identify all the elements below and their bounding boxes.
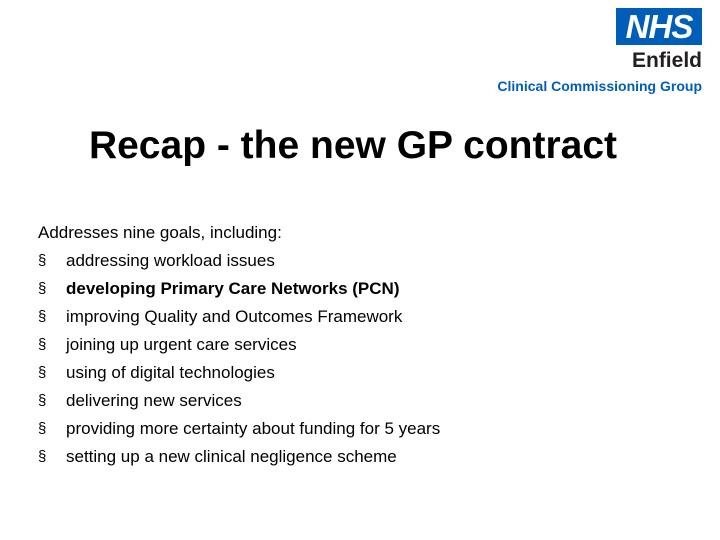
intro-text: Addresses nine goals, including:	[38, 223, 282, 242]
bullet-icon: §	[38, 392, 47, 409]
nhs-badge: NHS	[616, 8, 702, 45]
goal-text: using of digital technologies	[66, 363, 275, 382]
list-item	[38, 415, 698, 443]
list-item	[38, 387, 698, 415]
organisation-group: Clinical Commissioning Group	[497, 78, 702, 94]
nhs-logo	[462, 8, 702, 98]
bullet-icon: §	[38, 336, 47, 353]
goal-text: addressing workload issues	[66, 251, 275, 270]
slide-title: Recap - the new GP contract	[88, 124, 618, 167]
bullet-icon: §	[38, 252, 47, 269]
list-item	[38, 443, 698, 471]
goal-text: delivering new services	[66, 391, 242, 410]
slide-body	[38, 219, 698, 471]
bullet-icon: §	[38, 448, 47, 465]
list-item	[38, 247, 698, 275]
organisation-name: Enfield	[631, 49, 702, 72]
goal-text: setting up a new clinical negligence scheme	[66, 447, 397, 466]
list-item	[38, 303, 698, 331]
goal-text: developing Primary Care Networks (PCN)	[66, 279, 400, 298]
goals-list	[38, 247, 698, 471]
bullet-icon: §	[38, 364, 47, 381]
bullet-icon: §	[38, 420, 47, 437]
goal-text: providing more certainty about funding for 5 years	[66, 419, 441, 438]
bullet-icon: §	[38, 308, 47, 325]
goal-text: joining up urgent care services	[66, 335, 297, 354]
list-item	[38, 331, 698, 359]
list-item	[38, 359, 698, 387]
bullet-icon: §	[38, 280, 47, 297]
list-item	[38, 275, 698, 303]
goal-text: improving Quality and Outcomes Framework	[66, 307, 403, 326]
